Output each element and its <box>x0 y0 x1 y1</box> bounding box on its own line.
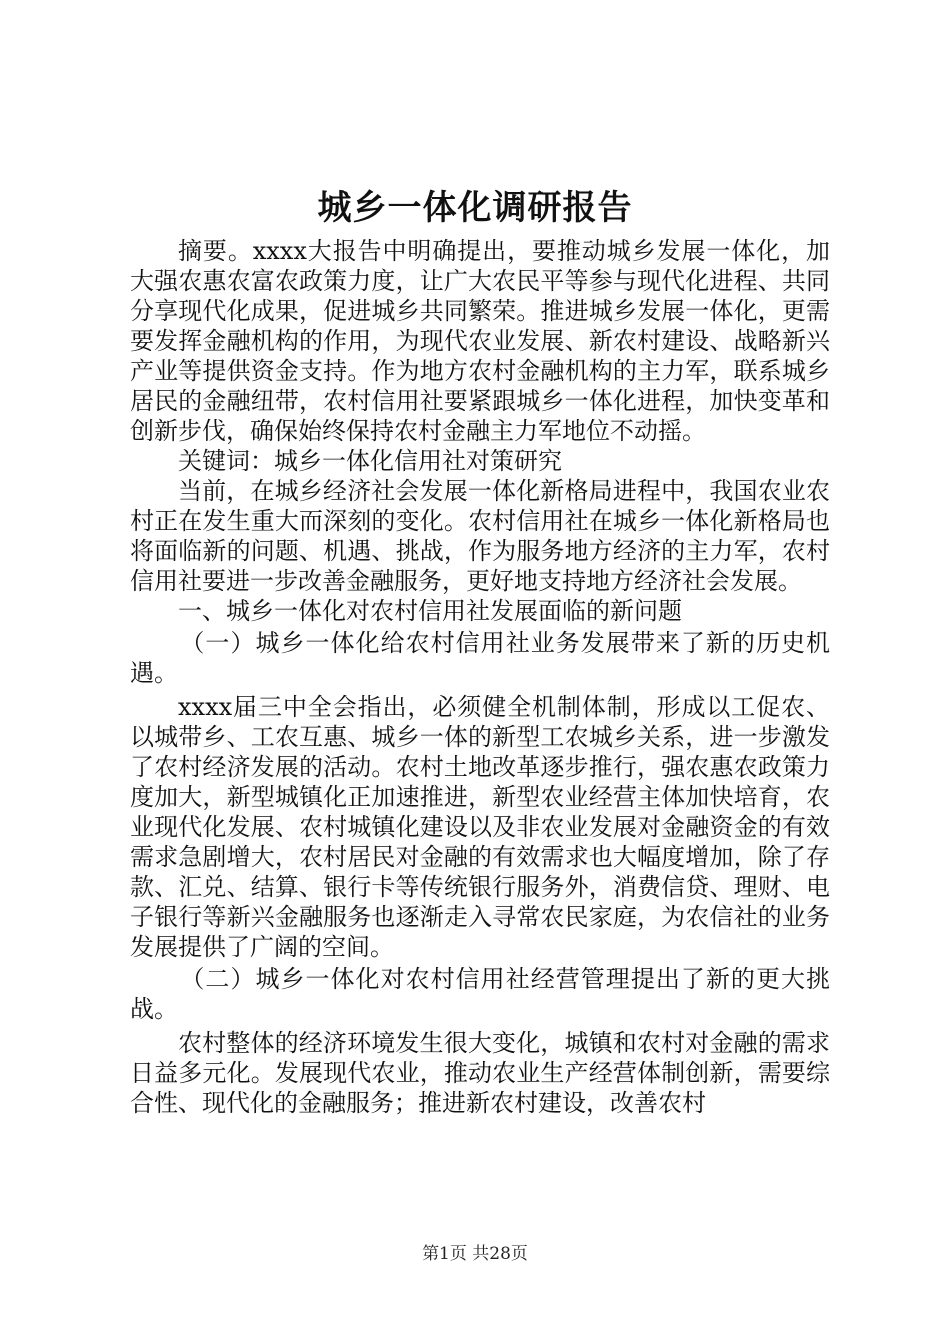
abstract-paragraph: 摘要。xxxx大报告中明确提出，要推动城乡发展一体化，加大强农惠农富农政策力度，让广大农民平等参与现代化进程、共同分享现代化成果，促进城乡共同繁荣。推进城乡发展一体化，更需要发挥金融机构的作用，为现代农业发展、新农村建设、战略新兴产业等提供资金支持。作为地方农村金融机构的主力军，联系城乡居民的金融纽带，农村信用社要紧跟城乡一体化进程，加快变革和创新步伐，确保始终保持农村金融主力军地位不动摇。 <box>130 237 830 445</box>
keywords-paragraph: 关键词：城乡一体化信用社对策研究 <box>178 447 562 475</box>
body-paragraph: xxxx届三中全会指出，必须健全机制体制，形成以工促农、以城带乡、工农互惠、城乡一体的新型工农城乡关系，进一步激发了农村经济发展的活动。农村土地改革逐步推行，强农惠农政策力度加大，新型城镇化正加速推进，新型农业经营主体加快培育，农业现代化发展、农村城镇化建设以及非农业发展对金融资金的有效需求急剧增大，农村居民对金融的有效需求也大幅度增加，除了存款、汇兑、结算、银行卡等传统银行服务外，消费信贷、理财、电子银行等新兴金融服务也逐渐走入寻常农民家庭，为农信社的业务发展提供了广阔的空间。 <box>130 693 830 961</box>
body-paragraph: 农村整体的经济环境发生很大变化，城镇和农村对金融的需求日益多元化。发展现代农业，推动农业生产经营体制创新，需要综合性、现代化的金融服务；推进新农村建设，改善农村 <box>130 1029 830 1117</box>
document-body <box>130 236 830 1118</box>
intro-paragraph: 当前，在城乡经济社会发展一体化新格局进程中，我国农业农村正在发生重大而深刻的变化。农村信用社在城乡一体化新格局也将面临新的问题、机遇、挑战，作为服务地方经济的主力军，农村信用社要进一步改善金融服务，更好地支持地方经济社会发展。 <box>130 477 830 595</box>
document-title: 城乡一体化调研报告 <box>317 188 633 228</box>
subsection-heading-1: （一）城乡一体化给农村信用社业务发展带来了新的历史机遇。 <box>130 629 830 687</box>
section-heading-1: 一、城乡一体化对农村信用社发展面临的新问题 <box>178 597 682 625</box>
subsection-heading-2: （二）城乡一体化对农村信用社经营管理提出了新的更大挑战。 <box>130 965 830 1023</box>
page-footer: 第1页 共28页 <box>422 1244 528 1264</box>
